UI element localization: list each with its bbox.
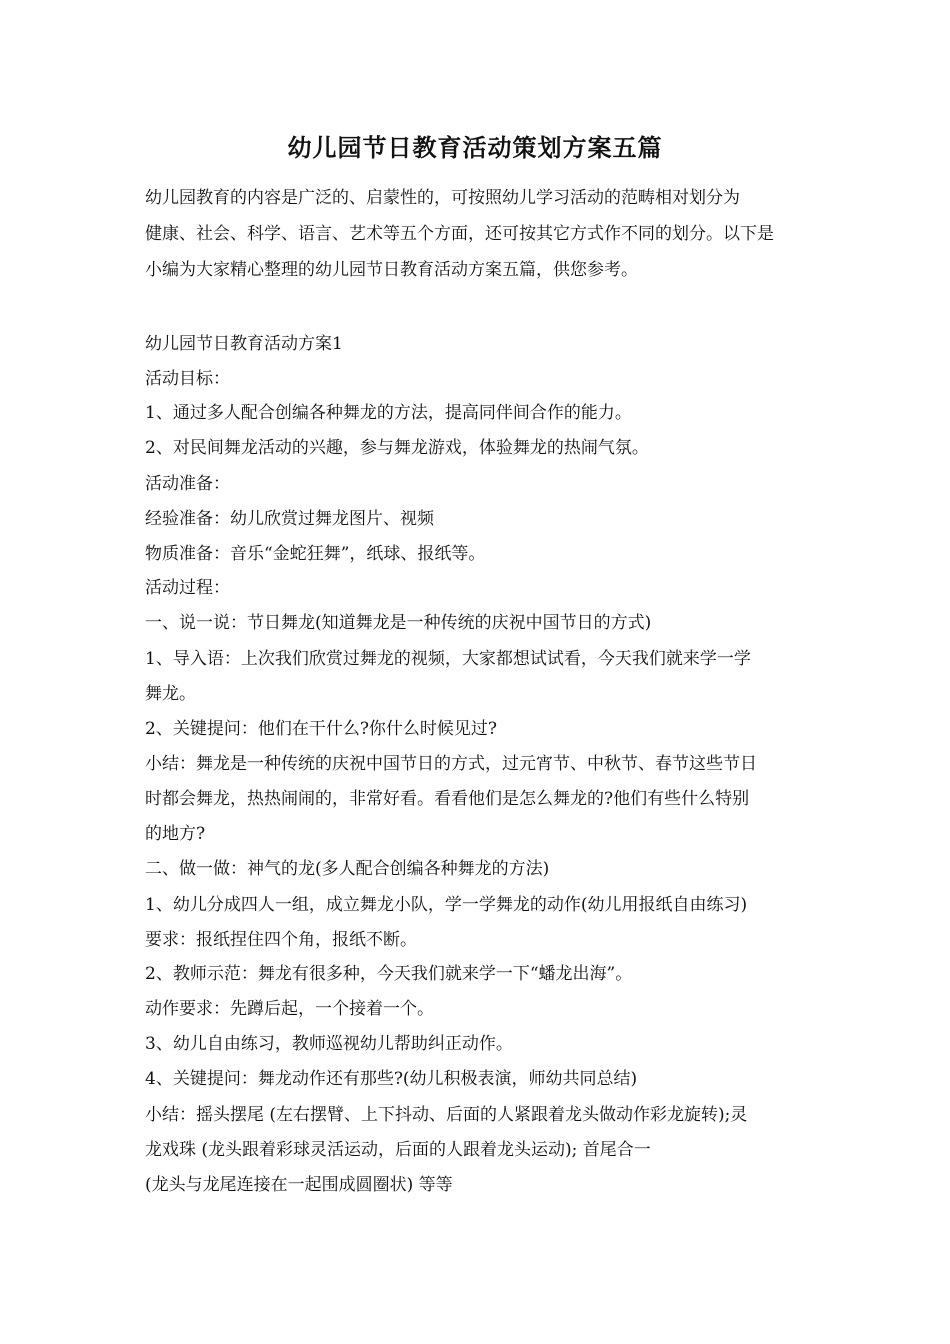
text-line: 舞龙。: [145, 684, 196, 704]
intro-paragraph: [145, 180, 810, 288]
text-line: 要求：报纸捏住四个角，报纸不断。: [145, 930, 417, 950]
text-line: 1、通过多人配合创编各种舞龙的方法，提高同伴间合作的能力。: [145, 403, 632, 423]
text-line: 小结：舞龙是一种传统的庆祝中国节日的方式，过元宵节、中秋节、春节这些节日: [145, 754, 757, 774]
text-line: 二、做一做：神气的龙(多人配合创编各种舞龙的方法): [145, 859, 550, 879]
text-line: 1、导入语：上次我们欣赏过舞龙的视频，大家都想试试看，今天我们就来学一学: [145, 649, 751, 669]
intro-line: 幼儿园教育的内容是广泛的、启蒙性的，可按照幼儿学习活动的范畴相对划分为: [145, 188, 740, 208]
text-line: 2、教师示范：舞龙有很多种，今天我们就来学一下“蟠龙出海”。: [145, 964, 633, 984]
text-line: (龙头与龙尾连接在一起围成圆圈状) 等等: [145, 1175, 453, 1195]
text-line: 1、幼儿分成四人一组，成立舞龙小队，学一学舞龙的动作(幼儿用报纸自由练习): [145, 895, 748, 915]
activity-process-heading: 活动过程：: [145, 578, 230, 598]
activity-prep-heading: 活动准备：: [145, 474, 230, 494]
intro-line: 健康、社会、科学、语言、艺术等五个方面，还可按其它方式作不同的划分。以下是: [145, 224, 774, 244]
text-line: 的地方?: [145, 824, 206, 844]
text-line: 经验准备：幼儿欣赏过舞龙图片、视频: [145, 509, 434, 529]
intro-line: 小编为大家精心整理的幼儿园节日教育活动方案五篇，供您参考。: [145, 260, 638, 280]
text-line: 小结：摇头摆尾 (左右摆臂、上下抖动、后面的人紧跟着龙头做动作彩龙旋转);灵: [145, 1105, 748, 1125]
text-line: 2、关键提问：他们在干什么?你什么时候见过?: [145, 719, 498, 739]
text-line: 动作要求：先蹲后起，一个接着一个。: [145, 999, 434, 1019]
activity-goals-heading: 活动目标：: [145, 369, 230, 389]
text-line: 物质准备：音乐“金蛇狂舞”，纸球、报纸等。: [145, 544, 486, 564]
section-heading: 幼儿园节日教育活动方案1: [145, 334, 343, 354]
text-line: 3、幼儿自由练习，教师巡视幼儿帮助纠正动作。: [145, 1034, 513, 1054]
text-line: 时都会舞龙，热热闹闹的，非常好看。看看他们是怎么舞龙的?他们有些什么特别: [145, 789, 750, 809]
document-title: 幼儿园节日教育活动策划方案五篇: [287, 133, 663, 162]
text-line: 2、对民间舞龙活动的兴趣，参与舞龙游戏，体验舞龙的热闹气氛。: [145, 438, 649, 458]
text-line: 龙戏珠 (龙头跟着彩球灵活运动，后面的人跟着龙头运动); 首尾合一: [145, 1140, 651, 1160]
text-line: 4、关键提问：舞龙动作还有那些?(幼儿积极表演，师幼共同总结): [145, 1069, 638, 1089]
text-line: 一、说一说：节日舞龙(知道舞龙是一种传统的庆祝中国节日的方式): [145, 613, 652, 633]
